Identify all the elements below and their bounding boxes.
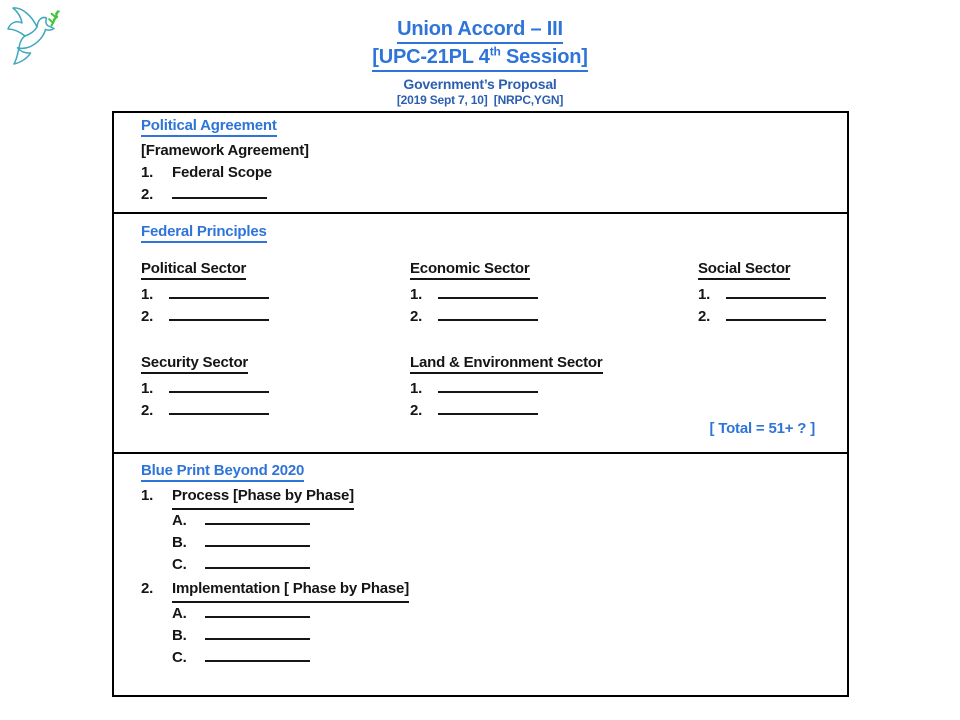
session-suffix: Session] (500, 46, 588, 68)
blueprint-item-2-subitems (172, 603, 847, 669)
subitem-letter: A. (172, 605, 187, 622)
blank-line (438, 307, 538, 321)
proposal-line: Government’s Proposal (403, 76, 557, 92)
sector-security-item-1 (141, 378, 269, 400)
subitem-letter: C. (172, 556, 187, 573)
sector-economic-item-2 (410, 306, 538, 328)
sector-security (141, 354, 269, 422)
pa-item-2 (141, 184, 847, 206)
blueprint-item-1-number: 1. (141, 487, 154, 504)
session-subtitle-text (372, 46, 588, 72)
blank-line (169, 307, 269, 321)
sector-economic-heading: Economic Sector (410, 260, 530, 280)
political-agreement-heading-text: Political Agreement (141, 117, 277, 137)
item-number: 2. (410, 402, 423, 419)
session-prefix: [UPC-21PL 4 (372, 46, 490, 68)
sector-security-heading: Security Sector (141, 354, 248, 374)
blank-line (205, 533, 310, 547)
session-subtitle (0, 46, 960, 72)
blank-line (438, 401, 538, 415)
subitem-a (172, 510, 847, 532)
subitem-a (172, 603, 847, 625)
sector-political-item-2 (141, 306, 269, 328)
subitem-b (172, 625, 847, 647)
sector-political-heading: Political Sector (141, 260, 246, 280)
blank-line (169, 379, 269, 393)
blank-line (205, 648, 310, 662)
slide-title (0, 18, 960, 44)
federal-principles-heading (141, 223, 847, 243)
sector-social-item-1 (698, 284, 826, 306)
blank-line (438, 379, 538, 393)
blueprint-item-1-title: Process [Phase by Phase] (172, 485, 354, 510)
sector-political-item-1 (141, 284, 269, 306)
blank-line (205, 511, 310, 525)
pa-item-1-number: 1. (141, 164, 154, 181)
blueprint-item-1-subitems (172, 510, 847, 576)
item-number: 2. (141, 308, 154, 325)
subitem-letter: A. (172, 512, 187, 529)
blank-line (205, 604, 310, 618)
pa-item-1-text: Federal Scope (172, 164, 272, 181)
blueprint-item-2-title: Implementation [ Phase by Phase] (172, 578, 409, 603)
blank-line (726, 307, 826, 321)
pa-item-2-number: 2. (141, 186, 154, 203)
sector-social-item-2 (698, 306, 826, 328)
blank-line (172, 185, 267, 199)
item-number: 1. (698, 286, 711, 303)
blank-line (205, 626, 310, 640)
item-number: 2. (141, 402, 154, 419)
blank-line (205, 555, 310, 569)
blank-line (438, 285, 538, 299)
political-agreement-heading (141, 117, 847, 137)
content-box (112, 111, 849, 697)
blank-line (169, 401, 269, 415)
total-label: [ Total = 51+ ? ] (709, 420, 815, 437)
slide-title-text: Union Accord – III (397, 18, 563, 44)
sector-economic-item-1 (410, 284, 538, 306)
item-number: 2. (410, 308, 423, 325)
sector-land-item-1 (410, 378, 603, 400)
subitem-c (172, 554, 847, 576)
blank-line (169, 285, 269, 299)
subitem-letter: B. (172, 534, 187, 551)
item-number: 1. (141, 380, 154, 397)
blueprint-item-2-number: 2. (141, 580, 154, 597)
framework-agreement-label: [Framework Agreement] (141, 142, 309, 159)
session-superscript: th (489, 44, 501, 59)
date-venue-line: [2019 Sept 7, 10] [NRPC,YGN] (396, 93, 564, 108)
blueprint-heading (141, 462, 847, 482)
pa-item-1 (141, 162, 847, 184)
sector-security-item-2 (141, 400, 269, 422)
item-number: 1. (141, 286, 154, 303)
blueprint-heading-text: Blue Print Beyond 2020 (141, 462, 304, 482)
blueprint-item-1 (141, 485, 847, 510)
sector-economic (410, 260, 538, 328)
section-federal-principles (114, 214, 847, 454)
subitem-letter: B. (172, 627, 187, 644)
sector-political (141, 260, 269, 328)
item-number: 1. (410, 380, 423, 397)
sector-land-item-2 (410, 400, 603, 422)
blueprint-item-2 (141, 578, 847, 603)
section-blueprint (114, 454, 847, 695)
section-political-agreement (114, 113, 847, 214)
subitem-letter: C. (172, 649, 187, 666)
sector-social-heading: Social Sector (698, 260, 790, 280)
federal-principles-heading-text: Federal Principles (141, 223, 267, 243)
title-block (0, 18, 960, 108)
sector-land-environment (410, 354, 603, 422)
item-number: 2. (698, 308, 711, 325)
item-number: 1. (410, 286, 423, 303)
sector-land-environment-heading: Land & Environment Sector (410, 354, 603, 374)
subitem-c (172, 647, 847, 669)
subitem-b (172, 532, 847, 554)
sector-social (698, 260, 826, 328)
blank-line (726, 285, 826, 299)
